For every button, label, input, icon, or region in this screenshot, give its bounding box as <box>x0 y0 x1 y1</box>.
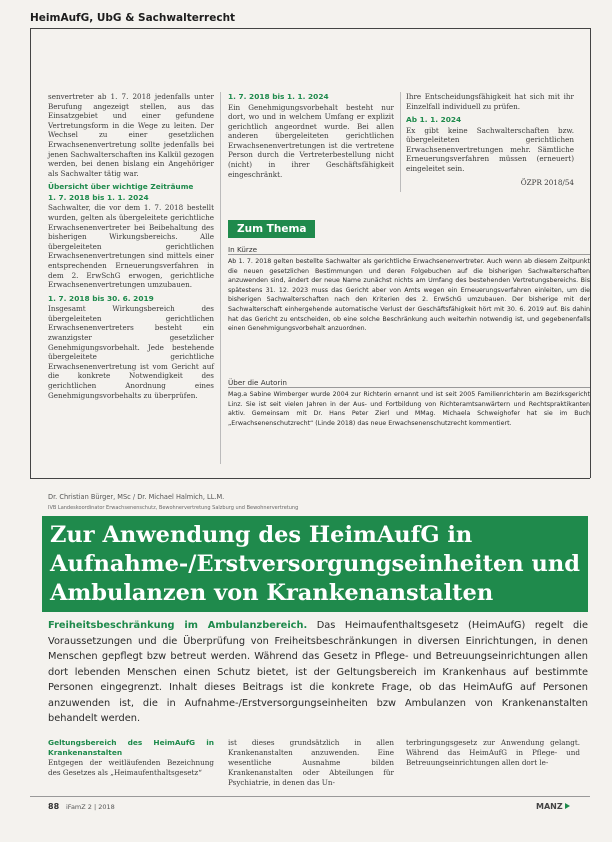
lead-text: Das Heimaufenthaltsgesetz (HeimAufG) regelt die Voraussetzungen und die Überprüfung von Freiheitsbeschränkungen in diversen Einrichtungen, in denen Menschen gepflegt bzw betreut werden. Während das Gesetz in Pflege- und Betreuungseinrichtungen allen dort lebenden Menschen einen Schutz bietet, ist der Geltungsbereich im Krankenhaus auf bestimmte Personen eingegrenzt. Inhalt dieses Beitrags ist die konkrete Frage, ob das HeimAufG auf Personen anzuwenden ist, die in Aufnahme-/Erstversorgungseinheiten bzw Ambulanzen von Krankenanstalten behandelt werden. <box>48 620 588 724</box>
author-bio: Mag.a Sabine Wimberger wurde 2004 zur Richterin ernannt und ist seit 2005 Familienrichterin am Bezirksgericht Linz. Sie ist seit vielen Jahren in der Aus- und Fortbildung von Richteramtsanwärtern und Rechtspraktikanten aktiv. Gemeinsam mit Dr. Hans Peter Zierl und MMag. Michaela Schweighofer hat sie im Buch „Erwachsenenschutzrecht“ (Linde 2018) das neue Erwachsenenschutzrecht kommentiert. <box>228 391 590 427</box>
publisher-name: MANZ <box>536 802 563 811</box>
period-heading: 1. 7. 2018 bis 30. 6. 2019 <box>48 293 154 303</box>
paragraph: Ein Genehmigungsvorbehalt besteht nur dort, wo und in welchem Umfang er explizit gerichtlich angeordnet wurde. Bei allen anderen übergeleiteten gerichtlichen Erwachsenenvertretungen ist die vertretene Person durch die Vertreterbestellung nicht (nicht) in ihrer Geschäftsfähigkeit eingeschränkt. <box>228 102 394 179</box>
box-subheading: In Kürze <box>228 245 590 255</box>
lead-label: Freiheitsbeschränkung im Ambulanzbereich. <box>48 620 308 631</box>
page-number: 88 <box>48 802 60 811</box>
paragraph: Insgesamt Wirkungsbereich des übergeleiteten gerichtlichen Erwachsenenvertreters besteht ein zwanzigster gesetzlicher Genehmigungsvorbehalt. Jede bestehende übergeleitete gerichtliche Erwachsenenvertretung ist vom Gericht auf die konkrete Notwendigkeit des gerichtlichen Anordnung eines Genehmigungsvorbehalts zu überprüfen. <box>48 304 214 400</box>
period-heading: 1. 7. 2018 bis 1. 1. 2024 <box>48 192 149 202</box>
period-heading: Ab 1. 1. 2024 <box>406 115 462 125</box>
paragraph: senvertreter ab 1. 7. 2018 jedenfalls unter Berufung angezeigt stellen, aus das Einsatzgebiet und einer gefundene Vertretungsform in die Wege zu leiten. Der Wechsel zu einer gesetzlichen Erwachsenenvertretung sollte jedenfalls bei jenen Sachwalterschaften ins Kalkül gezogen werden, bei denen bislang ein Angehöriger als Sachwalter tätig war. <box>48 92 214 178</box>
article-authors: Dr. Christian Bürger, MSc / Dr. Michael Halmich, LL.M. <box>48 493 225 501</box>
right-frame-rule <box>590 28 591 478</box>
bottom-column-2 <box>228 738 394 788</box>
source-reference: ÖZPR 2018/54 <box>520 177 574 187</box>
paragraph: ist dieses grundsätzlich in allen Krankenanstalten anzuwenden. Eine wesentliche Ausnahme bilden Krankenanstalten oder Abteilungen für Psychiatrie, in denen das Un- <box>228 738 394 787</box>
frame-bottom-rule <box>30 478 590 479</box>
box-subheading: Über die Autorin <box>228 378 590 388</box>
header-rule <box>30 28 590 29</box>
bottom-column-3 <box>406 738 580 768</box>
column-divider <box>220 92 221 464</box>
paragraph: terbringungsgesetz zur Anwendung gelangt. Während das HeimAufG in Pflege- und Betreuungseinrichtungen allen dort le- <box>406 738 580 767</box>
period-heading: 1. 7. 2018 bis 1. 1. 2024 <box>228 92 329 101</box>
bottom-column-1 <box>48 738 214 778</box>
left-frame-rule <box>30 28 31 478</box>
running-head: HeimAufG, UbG & Sachwalterrecht <box>30 12 236 24</box>
box-summary: Ab 1. 7. 2018 gelten bestellte Sachwalter als gerichtliche Erwachsenenvertreter. Auch wenn ab diesem Zeitpunkt die neuen gesetzlichen Bestimmungen und deren Folgebuchen auf die bisherigen Sachwalterschaften anzuwenden sind, ändert der neue Name zunächst nichts am Umfang des bestehenden Vertretungsbereichs. Bis spätestens 31. 12. 2023 muss das Gericht aber von Amts wegen ein Erneuerungsverfahren einleiten, um die bisherigen Sachwalterschaften nach den Kriterien des 2. ErwSchG umzubauen. Der bisherige mit der Sachwalterschaft einhergehende automatische Verlust der Geschäftsfähigkeit hört mit 30. 6. 2019 auf. Bis dahin hat das Gericht zu entscheiden, ob eine solche Beschränkung auch weiterhin notwendig ist, und gegebenenfalls einen Genehmigungsvorbehalt anzuordnen. <box>228 258 590 333</box>
paragraph: Entgegen der weitläufenden Bezeichnung des Gesetzes als „Heimaufenthaltsgesetz“ <box>48 758 214 777</box>
paragraph: Ihre Entscheidungsfähigkeit hat sich mit ihr Einzelfall individuell zu prüfen. <box>406 92 574 111</box>
article-title: Zur Anwendung des HeimAufG in Aufnahme-/Erstversorgungseinheiten und Ambulanzen von Krankenanstalten <box>50 522 580 606</box>
article-lead <box>48 618 588 727</box>
footer-rule <box>30 796 590 797</box>
paragraph: Sachwalter, die vor dem 1. 7. 2018 bestellt wurden, gelten als übergeleitete gerichtliche Erwachsenenvertreter bei Beibehaltung des bisherigen Wirkungsbereichs. Alle übergeleiteten gerichtlichen Erwachsenenvertretungen sind mittels einer entsprechenden Erneuerungsverfahren in dem 2. ErwSchG erwogen, gerichtliche Erwachsenenvertretungen umzubauen. <box>48 203 214 290</box>
arrow-icon <box>565 803 570 809</box>
column-1 <box>48 92 214 404</box>
issue-label: iFamZ 2 | 2018 <box>66 803 115 811</box>
column-divider <box>400 92 401 192</box>
paragraph: Ex gibt keine Sachwalterschaften bzw. übergeleiteten gerichtlichen Erwachsenenvertretungen mehr. Sämtliche Erneuerungsverfahren müssen (erneuert) eingeleitet sein. <box>406 125 574 174</box>
section-heading: Geltungsbereich des HeimAufG in Krankenanstalten <box>48 738 214 757</box>
topic-tag: Zum Thema <box>228 220 315 238</box>
publisher-logo <box>536 802 570 811</box>
section-heading: Übersicht über wichtige Zeiträume <box>48 182 194 192</box>
column-3 <box>406 92 574 187</box>
author-affiliation: IVB Landeskoordinator Erwachsenenschutz, Bewohnervertretung Salzburg und Bewohnervertretung <box>48 505 299 511</box>
column-2 <box>228 92 394 183</box>
